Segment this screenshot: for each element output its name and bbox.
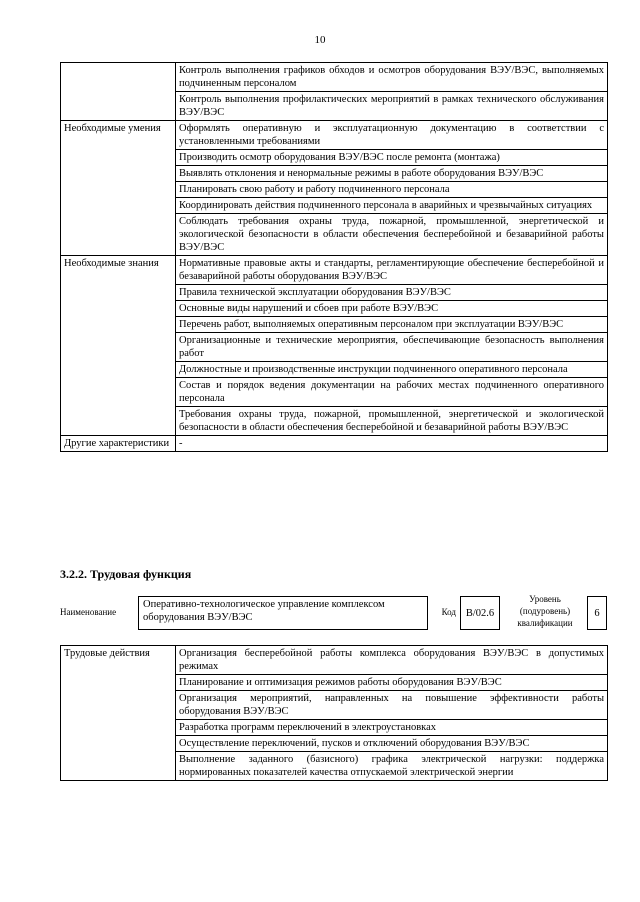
row-item: Производить осмотр оборудования ВЭУ/ВЭС после ремонта (монтажа) [176,150,608,166]
table-row [61,121,608,150]
function-header [60,593,610,633]
row-item: Контроль выполнения графиков обходов и осмотров оборудования ВЭУ/ВЭС, выполняемых подчиненным персоналом [176,63,608,92]
row-item: Основные виды нарушений и сбоев при работе ВЭУ/ВЭС [176,301,608,317]
row-label [61,63,176,121]
row-item: Организационные и технические мероприятия, обеспечивающие безопасность выполнения работ [176,333,608,362]
table-row [61,646,608,675]
row-label: Другие характеристики [61,436,176,452]
row-item: Планирование и оптимизация режимов работы оборудования ВЭУ/ВЭС [176,675,608,691]
function-level: 6 [587,596,607,630]
row-label: Необходимые умения [61,121,176,256]
level-label: Уровень (подуровень) квалификации [517,594,573,628]
table-row [61,256,608,285]
function-code: B/02.6 [460,596,500,630]
table-row [61,63,608,92]
row-item: Должностные и производственные инструкции подчиненного оперативного персонала [176,362,608,378]
page-number: 10 [314,34,326,46]
name-label: Наименование [60,607,117,617]
row-item: Выполнение заданного (базисного) графика электрической нагрузки: поддержка нормированных показателей качества отпускаемой электрической энергии [176,752,608,781]
row-item: Координировать действия подчиненного персонала в аварийных и чрезвычайных ситуациях [176,198,608,214]
section-title: 3.2.2. Трудовая функция [60,567,192,581]
qualification-table [60,62,608,452]
code-label: Код [441,607,456,617]
row-item: Организация мероприятий, направленных на повышение эффективности работы оборудования ВЭУ/ВЭС [176,691,608,720]
row-item: Разработка программ переключений в электроустановках [176,720,608,736]
row-item: Организация бесперебойной работы комплекса оборудования ВЭУ/ВЭС в допустимых режимах [176,646,608,675]
row-item: Оформлять оперативную и эксплуатационную документацию в соответствии с установленными требованиями [176,121,608,150]
row-item: Правила технической эксплуатации оборудования ВЭУ/ВЭС [176,285,608,301]
row-item: Состав и порядок ведения документации на рабочих местах подчиненного оперативного персонала [176,378,608,407]
table-row [61,436,608,452]
row-item: Соблюдать требования охраны труда, пожарной, промышленной, энергетической и экологической безопасности в области обеспечения бесперебойной и безаварийной работы ВЭУ/ВЭС [176,214,608,256]
row-item: - [176,436,608,452]
row-item: Перечень работ, выполняемых оперативным персоналом при эксплуатации ВЭУ/ВЭС [176,317,608,333]
function-name: Оперативно-технологическое управление комплексом оборудования ВЭУ/ВЭС [138,596,428,630]
row-label: Необходимые знания [61,256,176,436]
labor-actions-table [60,645,608,781]
row-item: Требования охраны труда, пожарной, промышленной, энергетической и экологической безопасности в области обеспечения бесперебойной и безаварийной работы ВЭУ/ВЭС [176,407,608,436]
row-item: Планировать свою работу и работу подчиненного персонала [176,182,608,198]
row-item: Контроль выполнения профилактических мероприятий в рамках технического обслуживания ВЭУ/ВЭС [176,92,608,121]
row-item: Нормативные правовые акты и стандарты, регламентирующие обеспечение бесперебойной и безаварийной работы оборудования ВЭУ/ВЭС [176,256,608,285]
row-item: Выявлять отклонения и ненормальные режимы в работе оборудования ВЭУ/ВЭС [176,166,608,182]
row-item: Осуществление переключений, пусков и отключений оборудования ВЭУ/ВЭС [176,736,608,752]
row-label: Трудовые действия [61,646,176,781]
